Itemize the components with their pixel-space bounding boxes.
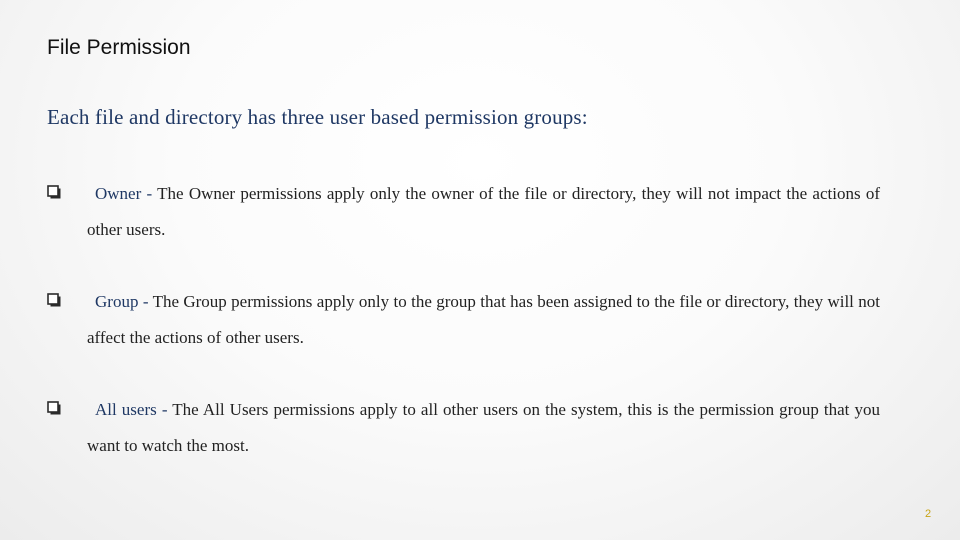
list-item-text: [87, 284, 880, 356]
page-number: 2: [925, 508, 932, 520]
checkbox-bullet-icon: [47, 401, 61, 415]
checkbox-bullet-icon: [47, 293, 61, 307]
term-description: The Group permissions apply only to the group that has been assigned to the file or directory, they will not affect the actions of other users.: [87, 292, 880, 347]
term-label: All users -: [95, 400, 168, 419]
checkbox-bullet-icon: [47, 185, 61, 199]
slide-title: File Permission: [47, 36, 191, 59]
term-description: The Owner permissions apply only the owner of the file or directory, they will not impact the actions of other users.: [87, 184, 880, 239]
intro-heading: Each file and directory has three user based permission groups:: [47, 105, 588, 129]
term-description: The All Users permissions apply to all other users on the system, this is the permission group that you want to watch the most.: [87, 400, 880, 455]
term-label: Owner -: [95, 184, 153, 203]
list-item-text: [87, 176, 880, 248]
term-label: Group -: [95, 292, 149, 311]
list-item-text: [87, 392, 880, 464]
